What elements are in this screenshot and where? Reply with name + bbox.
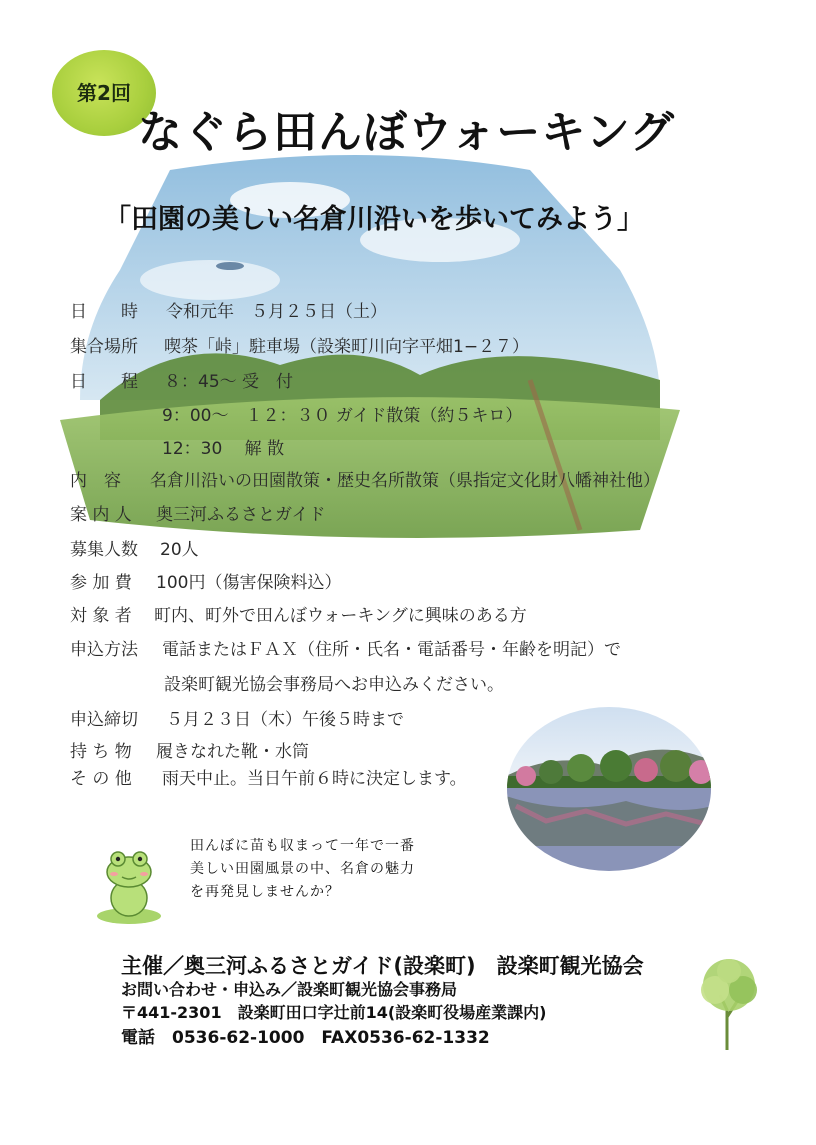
detail-row-capacity [70,535,199,561]
detail-label: 申込方法 [70,640,138,660]
detail-label: 日 時 [70,302,138,322]
organizer-line: 主催／奥三河ふるさとガイド(設楽町) 設楽町観光協会 [121,954,644,978]
tree-illustration [690,955,768,1055]
detail-row-belongings [70,737,309,763]
pond-photo-image [506,706,712,872]
detail-value: ５月２３日（木）午後５時まで [166,710,404,730]
detail-label: 内 容 [70,471,121,491]
detail-row-date [70,297,387,323]
address-line: 〒441-2301 設楽町田口字辻前14(設楽町役場産業課内) [121,1003,547,1022]
detail-row-fee [70,568,341,594]
handwritten-note-line-1: 田んぼに苗も収まって一年で一番 [190,838,415,854]
apply-method-line-2: 設楽町観光協会事務局へお申込みください。 [164,675,504,695]
schedule-line-2: 9：00〜 １２：３０ ガイド散策（約５キロ） [162,406,523,426]
page-subtitle: 「田園の美しい名倉川沿いを歩いてみよう」 [104,204,644,235]
detail-value: 雨天中止。当日午前６時に決定します。 [162,769,467,789]
edition-badge-text: 第2回 [77,80,131,105]
detail-label: 募集人数 [70,540,138,560]
detail-row-guide [70,500,326,526]
handwritten-note [190,835,415,904]
detail-row-meeting-place [70,332,529,358]
page-title: なぐら田んぼウォーキング [138,107,675,158]
schedule-line-1: ８：45〜 受 付 [164,372,294,392]
detail-label: 日 程 [70,372,138,392]
detail-value: 20人 [160,540,199,560]
detail-label: 対 象 者 [70,606,132,626]
detail-row-apply-method [70,635,621,661]
detail-value: 喫茶「峠」駐車場（設楽町川向字平畑1−２７） [164,337,530,357]
detail-value: 令和元年 ５月２５日（土） [166,302,387,322]
detail-label: そ の 他 [70,769,132,789]
detail-value: 町内、町外で田んぼウォーキングに興味のある方 [154,606,527,626]
handwritten-note-line-3: を再発見しませんか？ [190,884,340,900]
detail-row-schedule [70,367,293,393]
detail-value: 奥三河ふるさとガイド [156,505,326,525]
detail-value: 100円（傷害保険料込） [156,573,342,593]
detail-value: 履きなれた靴・水筒 [156,742,309,762]
detail-value: 電話またはＦＡＸ（住所・氏名・電話番号・年齢を明記）で [162,640,621,660]
schedule-line-3: 12：30 解 散 [162,439,285,459]
detail-label: 参 加 費 [70,573,132,593]
detail-label: 集合場所 [70,337,138,357]
detail-row-other [70,764,467,790]
contact-line: お問い合わせ・申込み／設楽町観光協会事務局 [121,980,458,999]
phone-fax-line: 電話 0536-62-1000 FAX0536-62-1332 [121,1028,490,1048]
detail-label: 案 内 人 [70,505,132,525]
detail-value: 名倉川沿いの田園散策・歴史名所散策（県指定文化財八幡神社他） [150,471,660,491]
detail-label: 持 ち 物 [70,742,132,762]
detail-row-deadline [70,705,404,731]
detail-label: 申込締切 [70,710,138,730]
detail-row-content [70,466,660,492]
detail-row-target [70,601,527,627]
handwritten-note-line-2: 美しい田園風景の中、名倉の魅力 [190,861,415,877]
frog-illustration [94,846,164,926]
